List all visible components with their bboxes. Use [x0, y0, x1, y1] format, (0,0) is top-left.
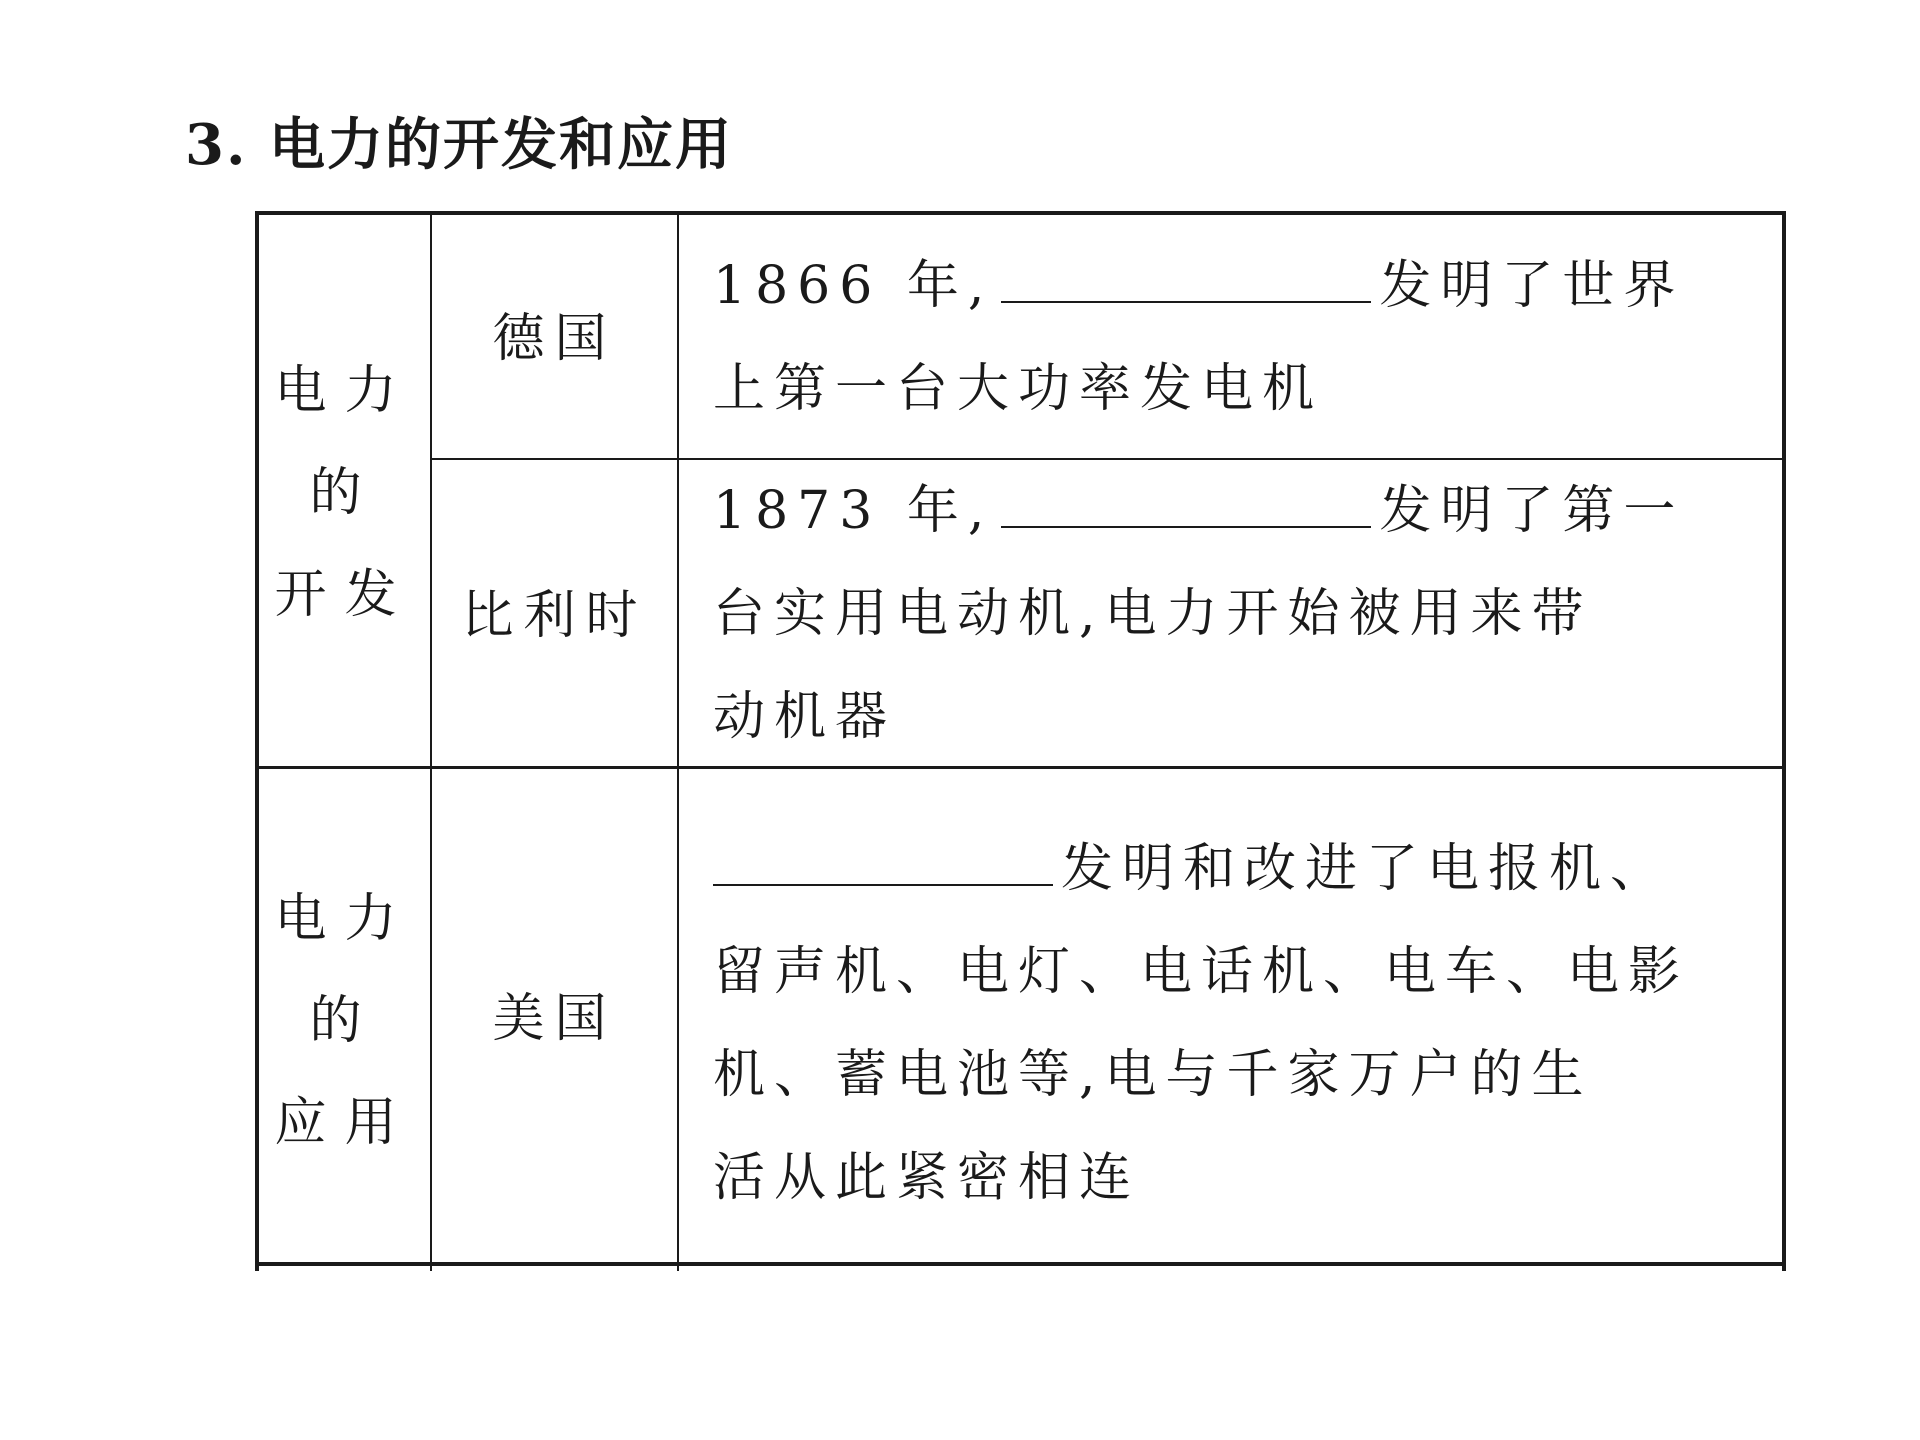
answer-blank[interactable] [1001, 241, 1371, 303]
description-cell-belgium [713, 460, 1773, 769]
country-cell-belgium: 比利时 [461, 586, 648, 646]
table-bottom-border [255, 1262, 1786, 1266]
section-title: 电力的开发和应用 [268, 113, 733, 178]
table-top-border [255, 211, 1786, 215]
description-line: 1866 年, 发明了世界 [713, 235, 1773, 338]
section-number: 3. [185, 112, 248, 178]
category-line: 电力 [274, 361, 415, 421]
description-line: 发明和改进了电报机、 [713, 818, 1773, 921]
category-line: 开发 [274, 565, 415, 625]
answer-blank[interactable] [713, 824, 1053, 886]
description-line: 机、蓄电池等,电与千家万户的生 [713, 1045, 1593, 1105]
country-cell-usa: 美国 [492, 989, 617, 1049]
column-divider-2 [677, 211, 679, 1271]
description-line: 活从此紧密相连 [713, 1148, 1141, 1208]
description-line: 上第一台大功率发电机 [713, 359, 1324, 419]
category-line: 应用 [274, 1093, 415, 1153]
category-cell-application [259, 868, 430, 1174]
description-line: 动机器 [713, 687, 897, 747]
answer-blank[interactable] [1001, 466, 1371, 528]
description-line: 1873 年, 发明了第一 [713, 460, 1773, 563]
description-line: 台实用电动机,电力开始被用来带 [713, 584, 1593, 644]
category-cell-development [259, 340, 430, 646]
category-line: 的 [309, 991, 380, 1051]
description-line: 留声机、电灯、电话机、电车、电影 [713, 942, 1690, 1002]
category-line: 电力 [274, 889, 415, 949]
description-cell-usa [713, 818, 1773, 1230]
description-cell-germany [713, 235, 1773, 441]
country-cell-germany: 德国 [492, 309, 617, 369]
table-right-border [1782, 211, 1786, 1271]
category-line: 的 [309, 463, 380, 523]
